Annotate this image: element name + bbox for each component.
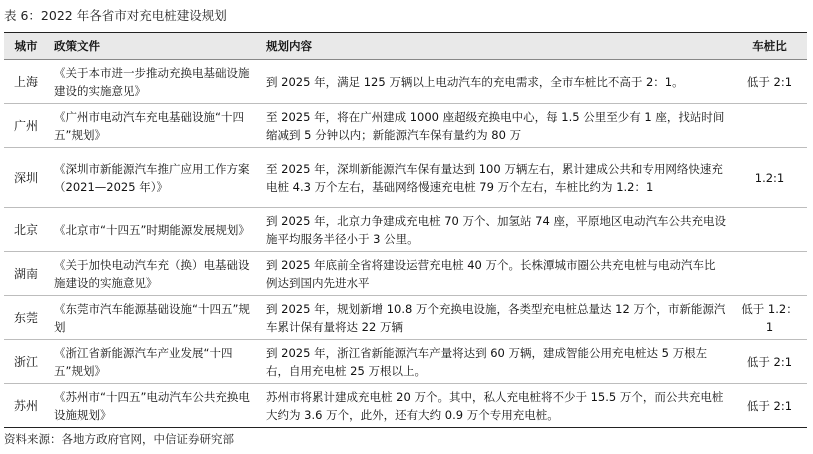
cell-doc: 《深圳市新能源汽车推广应用工作方案（2021—2025 年）》 [48, 148, 260, 208]
cell-city: 上海 [4, 60, 48, 104]
table-body [4, 60, 807, 428]
cell-doc: 《关于本市进一步推动充换电基础设施建设的实施意见》 [48, 60, 260, 104]
cell-city: 东莞 [4, 296, 48, 340]
cell-plan: 到 2025 年，北京力争建成充电桩 70 万个、加氢站 74 座，平原地区电动汽车公共充电设施平均服务半径小于 3 公里。 [260, 208, 732, 252]
table-row [4, 60, 807, 104]
cell-doc: 《浙江省新能源汽车产业发展“十四五”规划》 [48, 340, 260, 384]
cell-plan: 苏州市将累计建成充电桩 20 万个。其中，私人充电桩将不少于 15.5 万个，而公共充电桩大约为 3.6 万个，此外，还有大约 0.9 万个专用充电桩。 [260, 384, 732, 428]
cell-plan: 至 2025 年，将在广州建成 1000 座超级充换电中心，每 1.5 公里至少有 1 座，找站时间缩减到 5 分钟以内；新能源汽车保有量约为 80 万 [260, 104, 732, 148]
charging-plan-table [4, 32, 807, 428]
source-note: 资料来源：各地方政府官网，中信证券研究部 [4, 432, 234, 446]
table-row [4, 104, 807, 148]
cell-city: 广州 [4, 104, 48, 148]
table-caption: 表 6：2022 年各省市对充电桩建设规划 [4, 8, 227, 23]
cell-city: 湖南 [4, 252, 48, 296]
cell-ratio [732, 252, 807, 296]
cell-plan: 到 2025 年，满足 125 万辆以上电动汽车的充电需求，全市车桩比不高于 2：1。 [260, 60, 732, 104]
cell-doc: 《苏州市“十四五”电动汽车公共充换电设施规划》 [48, 384, 260, 428]
cell-city: 苏州 [4, 384, 48, 428]
header-doc: 政策文件 [48, 33, 260, 60]
cell-city: 浙江 [4, 340, 48, 384]
table-row [4, 296, 807, 340]
cell-ratio [732, 104, 807, 148]
cell-plan: 到 2025 年底前全省将建设运营充电桩 40 万个。长株潭城市圈公共充电桩与电动汽车比例达到国内先进水平 [260, 252, 732, 296]
table-row [4, 208, 807, 252]
cell-ratio [732, 208, 807, 252]
cell-doc: 《东莞市汽车能源基础设施“十四五”规划 [48, 296, 260, 340]
cell-plan: 至 2025 年，深圳新能源汽车保有量达到 100 万辆左右，累计建成公共和专用网络快速充电桩 4.3 万个左右，基础网络慢速充电桩 79 万个左右，车桩比约为 1.2：1 [260, 148, 732, 208]
table-row [4, 340, 807, 384]
table-row [4, 384, 807, 428]
table-row [4, 252, 807, 296]
cell-plan: 到 2025 年，规划新增 10.8 万个充换电设施，各类型充电桩总量达 12 万个，市新能源汽车累计保有量将达 22 万辆 [260, 296, 732, 340]
header-city: 城市 [4, 33, 48, 60]
cell-ratio: 低于 1.2：1 [732, 296, 807, 340]
cell-doc: 《广州市电动汽车充电基础设施“十四五”规划》 [48, 104, 260, 148]
cell-ratio: 低于 2:1 [732, 384, 807, 428]
cell-ratio: 低于 2:1 [732, 340, 807, 384]
cell-city: 深圳 [4, 148, 48, 208]
cell-doc: 《关于加快电动汽车充（换）电基础设施建设的实施意见》 [48, 252, 260, 296]
header-plan: 规划内容 [260, 33, 732, 60]
cell-plan: 到 2025 年，浙江省新能源汽车产量将达到 60 万辆，建成智能公用充电桩达 5 万根左右，自用充电桩 25 万根以上。 [260, 340, 732, 384]
cell-ratio: 低于 2:1 [732, 60, 807, 104]
cell-city: 北京 [4, 208, 48, 252]
table-header [4, 33, 807, 60]
cell-ratio: 1.2:1 [732, 148, 807, 208]
cell-doc: 《北京市“十四五”时期能源发展规划》 [48, 208, 260, 252]
header-ratio: 车桩比 [732, 33, 807, 60]
table-row [4, 148, 807, 208]
header-row [4, 33, 807, 60]
